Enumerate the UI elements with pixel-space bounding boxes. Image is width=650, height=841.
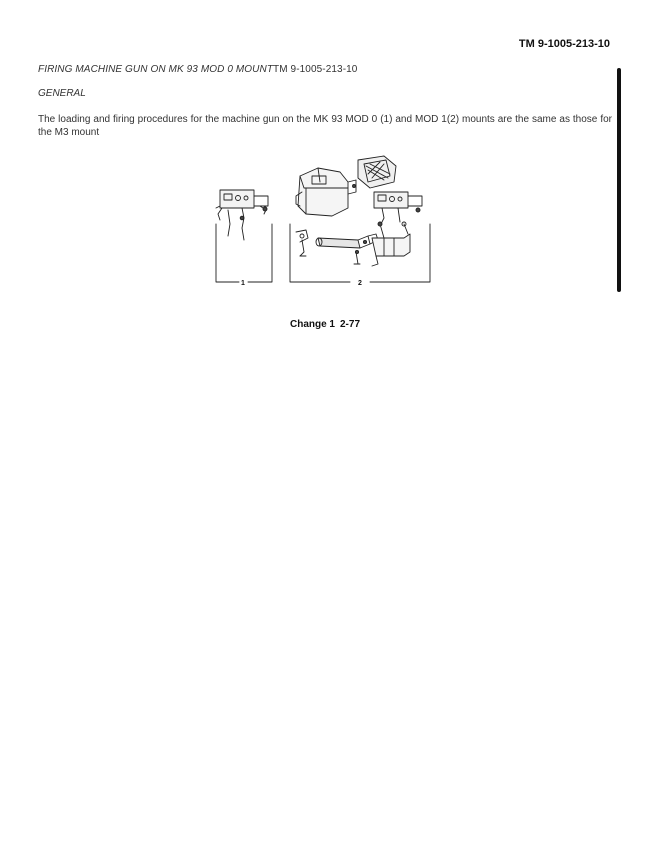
- mount-2-head: [374, 192, 422, 226]
- body-paragraph: The loading and firing procedures for the machine gun on the MK 93 MOD 0 (1) and MOD 1(2) mounts are the same as those for the M3 mount: [38, 114, 612, 138]
- document-number: TM 9-1005-213-10: [518, 38, 610, 50]
- mount-illustration-svg: [208, 152, 440, 288]
- pedestal-bracket: [372, 222, 410, 266]
- section-title: [38, 64, 357, 75]
- gun-barrel: [316, 234, 378, 248]
- mount-2-housing: [296, 168, 356, 216]
- callout-1: 1: [241, 280, 245, 287]
- cradle-bracket: [296, 230, 308, 256]
- section-title-text: FIRING MACHINE GUN ON MK 93 MOD 0 MOUNT: [38, 64, 274, 75]
- subheading: GENERAL: [38, 88, 86, 99]
- callout-2: 2: [358, 280, 362, 287]
- panel-1-frame: [216, 224, 272, 282]
- mount-1-head: [216, 190, 268, 240]
- mounting-pin: [354, 250, 360, 264]
- ammunition-box: [358, 156, 396, 188]
- section-title-reference: TM 9-1005-213-10: [273, 64, 358, 75]
- page-number: 2-77: [340, 319, 361, 330]
- mount-illustration: [208, 152, 440, 288]
- change-number: Change 1: [289, 319, 335, 330]
- change-bar: [617, 68, 621, 292]
- page-footer: [0, 319, 650, 330]
